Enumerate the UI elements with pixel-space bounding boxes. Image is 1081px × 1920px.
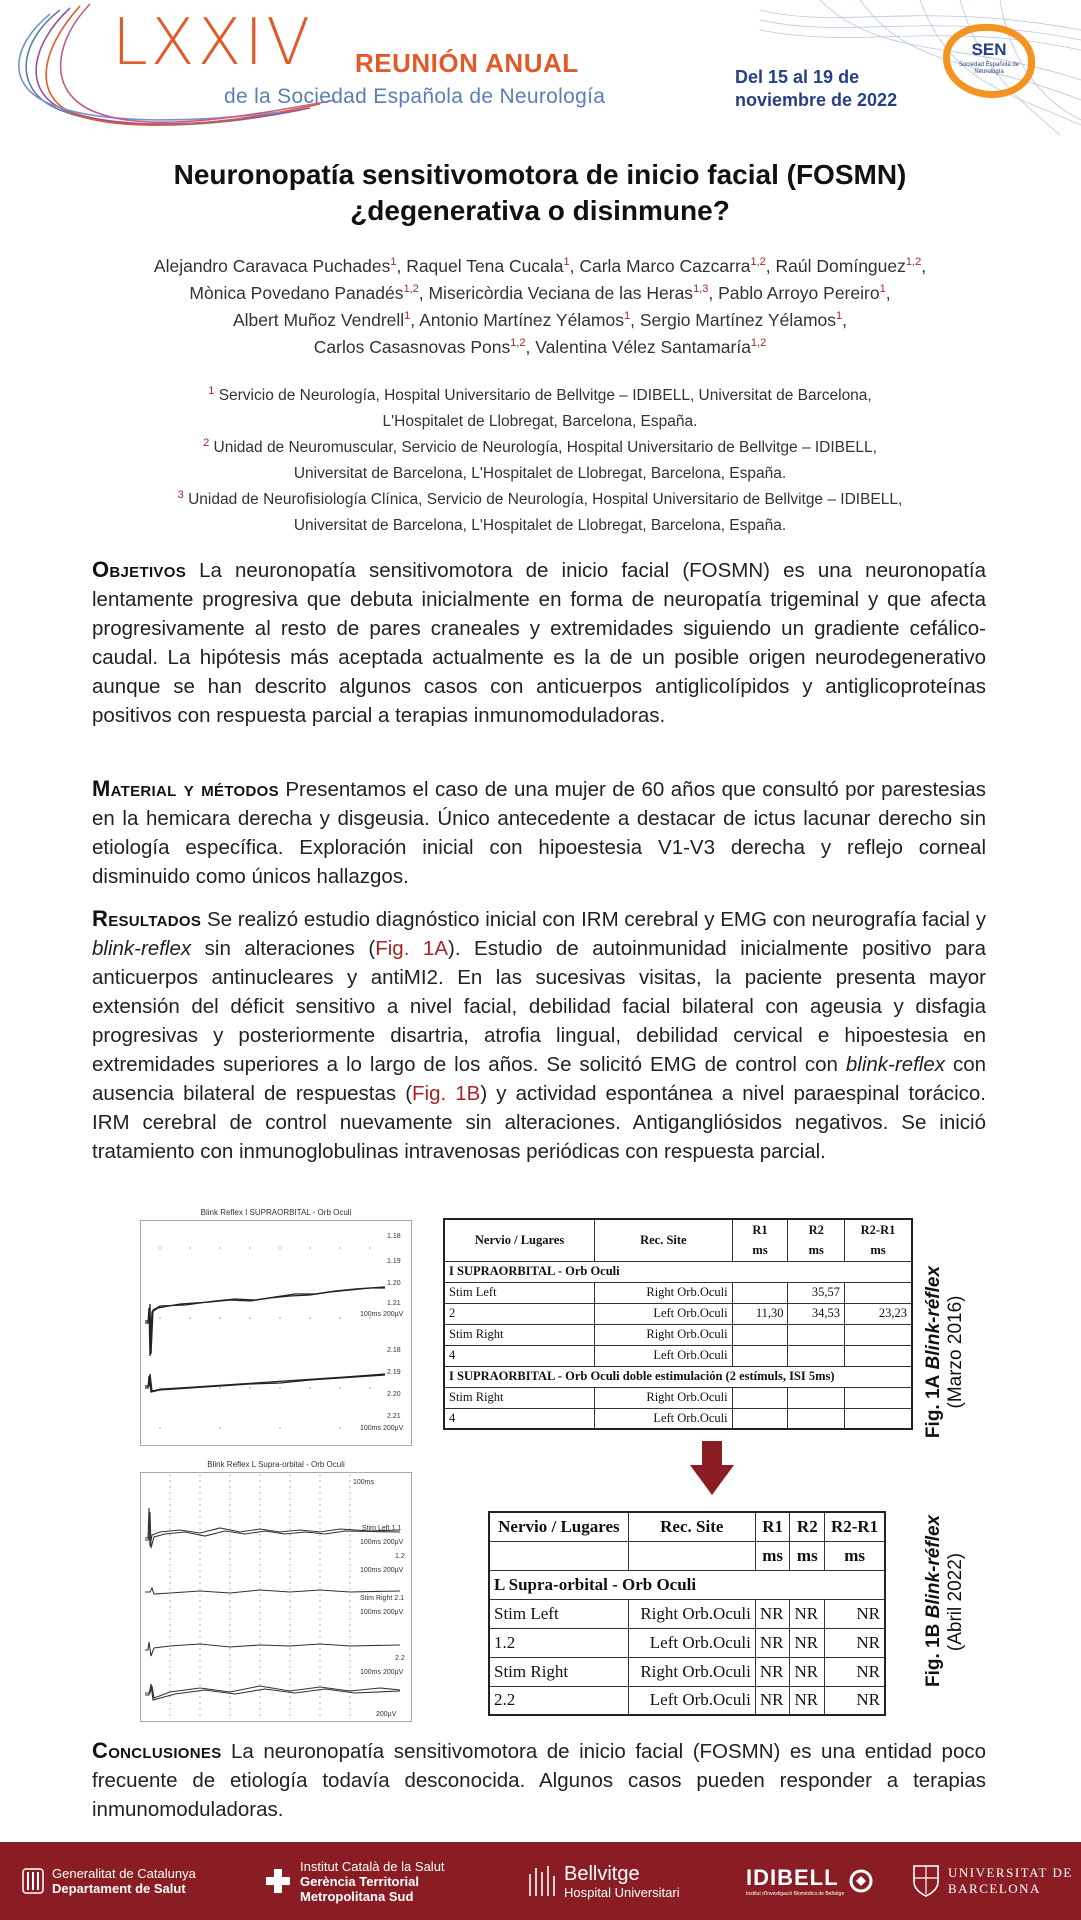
fig1a-trace-label: 2.20 [387, 1391, 401, 1398]
fig1a-trace-label: 1.18 [387, 1233, 401, 1240]
affiliation-list [110, 383, 970, 539]
fig1a-scale-label: 100ms 200µV [360, 1425, 404, 1432]
ub-shield-icon [912, 1864, 940, 1898]
meeting-title: REUNIÓN ANUAL [355, 48, 579, 78]
author: Carla Marco Cazcarra$^{1,2}$, [579, 256, 776, 276]
author: Alejandro Caravaca Puchades$^1$, [153, 256, 407, 276]
fig1b-trace-label: 1.2 [395, 1553, 405, 1560]
ub-logo: UNIVERSITAT DE BARCELONA [912, 1842, 1073, 1920]
author: Antonio Martínez Yélamos$^1$, [419, 310, 640, 330]
conference-header [0, 0, 1081, 135]
material-heading: Material y métodos [92, 776, 279, 801]
down-arrow-icon [690, 1441, 734, 1495]
fig1a-trace-label: 1.20 [387, 1280, 401, 1287]
sen-logo [943, 24, 1035, 98]
affiliation: $^2$ Unidad de Neuromuscular, Servicio de Neurología, Hospital Universitario de Bellvitge – IDIBELL, Universitat de Barcelona, L'Hospitalet de Llobregat, Barcelona, España. [203, 436, 877, 482]
section-conclusiones [92, 1736, 986, 1824]
ics-logo: Institut Català de la Salut Gerència Territorial Metropolitana Sud [264, 1842, 445, 1920]
fig-1a-reference[interactable]: Fig. 1A [375, 937, 448, 960]
objetivos-text: La neuronopatía sensitivomotora de inicio facial (FOSMN) es una neuronopatía lentamente progresiva que debuta inicialmente en forma de neuropatía trigeminal y que afecta progresivamente al resto de pares craneales y extremidades siguiendo un gradiente cefálico-caudal. La hipótesis más aceptada actualmente es la de un posible origen neurodegenerativo aunque se han descrito algunos casos con anticuerpos antiglicolípidos y antiglicoproteínas positivos con respuesta parcial a terapias inmunomoduladoras. [92, 559, 986, 727]
section-objetivos [92, 555, 986, 730]
fig1b-trace-label: Stim Left 1.1 [362, 1525, 402, 1532]
objetivos-heading: Objetivos [92, 557, 186, 582]
author: Mònica Povedano Panadés$^{1,2}$, [189, 283, 429, 303]
fig1b-scale-label: 100ms [353, 1479, 375, 1486]
fig1a-trace-label: 2.19 [387, 1369, 401, 1376]
author: Carlos Casasnovas Pons$^{1,2}$, [313, 337, 536, 357]
table-row: 2 Left Orb.Oculi 11,30 34,53 23,23 [444, 1303, 912, 1324]
table-row: 4 Left Orb.Oculi [444, 1408, 912, 1429]
table-group-row: I SUPRAORBITAL - Orb Oculi [444, 1261, 912, 1282]
affiliation: $^1$ Servicio de Neurología, Hospital Universitario de Bellvitge – IDIBELL, Universitat de Barcelona, L'Hospitalet de Llobregat, Barcelona, España. [208, 384, 872, 430]
fig1a-trace-label: 2.21 [387, 1413, 401, 1420]
title-line1: Neuronopatía sensitivomotora de inicio facial (FOSMN) [173, 159, 907, 190]
conclusiones-heading: Conclusiones [92, 1738, 222, 1763]
fig1b-scale-label: 100ms 200µV [360, 1609, 404, 1616]
fig1b-scale-label: 200µV [376, 1711, 397, 1718]
fig1b-emg-trace [140, 1460, 412, 1722]
table-units-row: ms ms ms [444, 1240, 912, 1261]
dates-line2: noviembre de 2022 [735, 90, 898, 110]
author: Misericòrdia Veciana de las Heras$^{1,3}$, [428, 283, 719, 303]
table-header-row: Nervio / Lugares Rec. Site R1 R2 R2-R1 [489, 1512, 885, 1541]
sen-logo-subtitle: Sociedad Española de Neurología [958, 62, 1020, 75]
idibell-mark-icon [848, 1868, 874, 1894]
section-resultados: Resultados Se realizó estudio diagnóstico inicial con IRM cerebral y EMG con neurografía facial y blink-reflex sin alteraciones (Fig. 1A). Estudio de autoinmunidad inicialmente positivo para anticuerpos antinucleares y antiMI2. En las sucesivas visitas, la paciente presenta mayor extensión del déficit sensitivo a nivel facial, debilidad facial bilateral con ageusia y disfagia progresivas y posteriormente disartria, atrofia lingual, debilidad cervical e hipoestesia en extremidades superiores a lo largo de los años. Se solicitó EMG de control con blink-reflex con ausencia bilateral de respuestas (Fig. 1B) y actividad espontánea a nivel paraespinal torácico. IRM cerebral de control nuevamente sin alteraciones. Antigangliósidos negativos. Se inició tratamiento con inmunoglobulinas intravenosas periódicas con respuesta parcial. [92, 906, 987, 1163]
author: Valentina Vélez Santamaría$^{1,2}$ [535, 337, 767, 357]
edition-numeral: LXXIV [112, 6, 313, 80]
fig1a-emg-trace [140, 1208, 412, 1446]
fig1a-trace-label: 2.18 [387, 1347, 401, 1354]
fig1b-scale-label: 100ms 200µV [360, 1669, 404, 1676]
fig1a-trace-plot [140, 1208, 412, 1446]
sponsor-footer [0, 1842, 1081, 1920]
fig1b-table [488, 1511, 886, 1716]
fig1a-trace-label: 1.19 [387, 1258, 401, 1265]
fig1b-scale-label: 100ms 200µV [360, 1539, 404, 1546]
fig1b-trace-plot [140, 1460, 412, 1722]
conference-dates [735, 66, 897, 112]
fig1b-trace-title: Blink Reflex L Supra-orbital - Orb Oculi [207, 1460, 345, 1469]
fig1a-trace-label: 1.21 [387, 1300, 401, 1307]
sen-logo-acronym: SEN [971, 40, 1007, 59]
fig1a-table [443, 1218, 913, 1430]
author: Sergio Martínez Yélamos$^1$, [639, 310, 848, 330]
fig-1b-reference[interactable]: Fig. 1B [412, 1082, 481, 1105]
table-row: Stim Right Right Orb.Oculi NR NR NR [489, 1657, 885, 1686]
gencat-logo: Generalitat de Catalunya Departament de Salut [22, 1842, 196, 1920]
table-group-row: I SUPRAORBITAL - Orb Oculi doble estimulación (2 estímuls, ISI 5ms) [444, 1366, 912, 1387]
table-units-row: ms ms ms [489, 1541, 885, 1570]
conclusiones-text: La neuronopatía sensitivomotora de inicio facial (FOSMN) es una entidad poco frecuente de etiología todavía desconocida. Algunos casos pueden responder a terapias inmunomoduladoras. [92, 1740, 987, 1821]
fig1b-trace-label: 2.2 [395, 1655, 405, 1662]
section-material [92, 774, 986, 891]
gencat-icon [22, 1868, 44, 1894]
resultados-heading: Resultados [92, 906, 202, 931]
author: Pablo Arroyo Pereiro$^1$, [718, 283, 891, 303]
table-row: Stim Right Right Orb.Oculi [444, 1324, 912, 1345]
fig1b-caption: Fig. 1B Blink-réflex (Abril 2022) [923, 1514, 966, 1687]
title-line2: ¿degenerativa o disinmune? [350, 195, 730, 226]
affiliation: $^3$ Unidad de Neurofisiología Clínica, Servicio de Neurología, Hospital Universitario de Bellvitge – IDIBELL, Universitat de Barcelona, L'Hospitalet de Llobregat, Barcelona, España. [177, 488, 903, 534]
table-row: Stim Left Right Orb.Oculi NR NR NR [489, 1599, 885, 1628]
fig1a-trace-title: Blink Reflex I SUPRAORBITAL - Orb Oculi [200, 1208, 352, 1217]
fig1a-caption: Fig. 1A Blink-réflex (Marzo 2016) [923, 1265, 966, 1439]
fig1b-trace-label: Stim Right 2.1 [360, 1595, 404, 1602]
author: Raúl Domínguez$^{1,2}$, [775, 256, 927, 276]
bellvitge-logo: Bellvitge Hospital Universitari [526, 1842, 680, 1920]
table-row: 4 Left Orb.Oculi [444, 1345, 912, 1366]
idibell-logo: IDIBELL Institut d'Investigació Biomèdica de Bellvitge [746, 1842, 882, 1920]
sen-logo-ring [943, 24, 1035, 98]
society-name: de la Sociedad Española de Neurología [224, 85, 606, 108]
author: Albert Muñoz Vendrell$^1$, [232, 310, 420, 330]
table-row: 1.2 Left Orb.Oculi NR NR NR [489, 1628, 885, 1657]
table-row: Stim Right Right Orb.Oculi [444, 1387, 912, 1408]
table-header-row: Nervio / Lugares Rec. Site R1 R2 R2-R1 [444, 1219, 912, 1240]
bellvitge-icon [526, 1864, 556, 1898]
table-row: Stim Left Right Orb.Oculi 35,57 [444, 1282, 912, 1303]
author-list [70, 253, 1010, 361]
table-row: 2.2 Left Orb.Oculi NR NR NR [489, 1686, 885, 1715]
health-cross-icon [264, 1867, 292, 1895]
table-group-row: L Supra-orbital - Orb Oculi [489, 1570, 885, 1599]
author: Raquel Tena Cucala$^1$, [406, 256, 580, 276]
fig1b-scale-label: 100ms 200µV [360, 1567, 404, 1574]
dates-line1: Del 15 al 19 de [735, 67, 860, 87]
poster-title [60, 157, 1020, 229]
material-text: Presentamos el caso de una mujer de 60 años que consultó por parestesias en la hemicara derecha y disgeusia. Único antecedente a destacar de ictus lacunar derecho sin etiología específica. Exploración inicial con hipoestesia V1-V3 derecha y reflejo corneal disminuido como únicos hallazgos. [92, 778, 986, 888]
fig1a-scale-label: 100ms 200µV [360, 1311, 404, 1318]
